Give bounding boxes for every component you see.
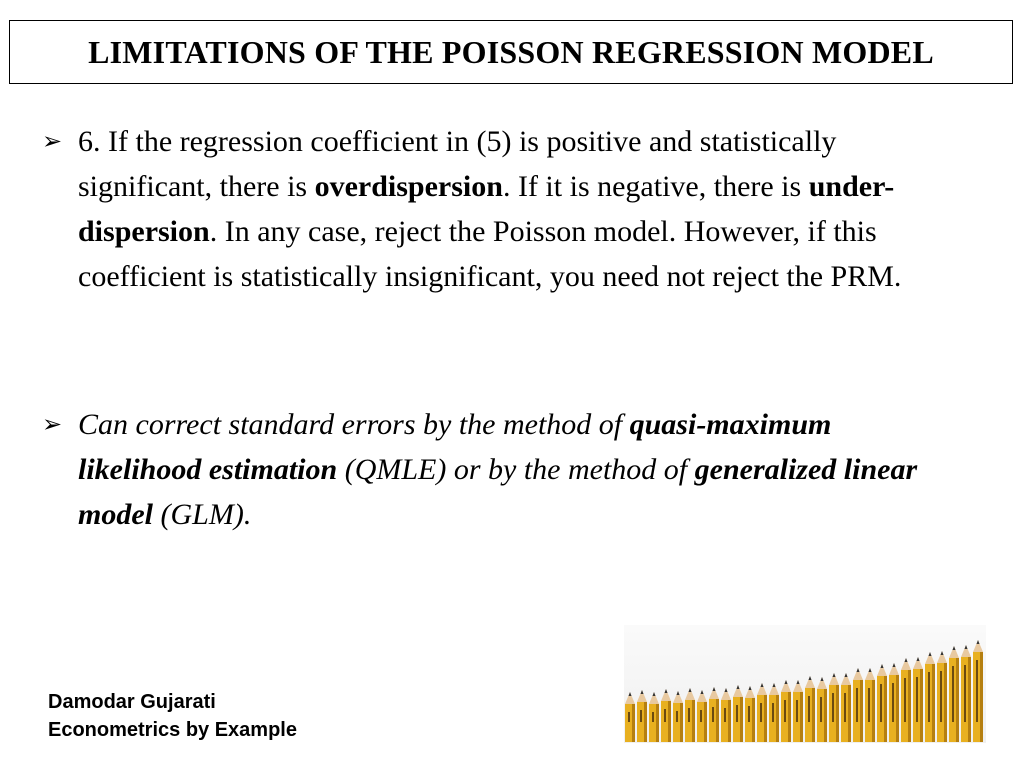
bullet-text-part: . In any case, reject the Poisson model. However, if this coefficient is statistically insignificant, you need not reject the PRM.	[78, 215, 902, 293]
pencil-icon	[769, 683, 779, 742]
pencil-icon	[757, 683, 767, 742]
slide-title: LIMITATIONS OF THE POISSON REGRESSION MODEL	[88, 33, 934, 70]
bullet-text-part: 6. If the regression coefficient in (5) is positive and statistically significant, there is	[78, 125, 837, 203]
term-qmle: quasi-maximum likelihood estimation	[78, 408, 832, 486]
pencil-icon	[973, 640, 983, 742]
arrow-bullet-icon: ➢	[42, 410, 63, 438]
term-under-dispersion: under-dispersion	[78, 170, 895, 248]
arrow-bullet-icon: ➢	[42, 127, 63, 155]
footer	[48, 688, 297, 744]
pencil-icon	[913, 657, 923, 742]
pencil-icon	[805, 676, 815, 742]
bullet-text-part: (GLM).	[153, 498, 252, 531]
pencil-icon	[937, 651, 947, 742]
pencil-icon	[661, 689, 671, 742]
term-overdispersion: overdispersion	[314, 170, 503, 203]
bullet-text	[78, 119, 962, 299]
pencils-decorative-image	[624, 625, 986, 743]
pencil-icon	[961, 645, 971, 742]
pencil-icon	[781, 680, 791, 742]
pencil-icon	[901, 658, 911, 742]
pencil-icon	[877, 664, 887, 742]
pencils-illustration	[624, 625, 986, 743]
pencil-icon	[625, 692, 635, 742]
pencil-icon	[673, 691, 683, 742]
footer-author: Damodar Gujarati	[48, 691, 216, 713]
pencil-icon	[697, 690, 707, 742]
term-glm: generalized linear model	[78, 453, 918, 531]
pencil-icon	[865, 668, 875, 742]
title-box	[9, 20, 1013, 84]
pencil-icon	[925, 652, 935, 742]
footer-book-title: Econometrics by Example	[48, 719, 297, 741]
pencil-icon	[685, 688, 695, 742]
bullet-text-part: . If it is negative, there is	[502, 170, 809, 203]
pencil-icon	[637, 690, 647, 742]
pencil-icon	[949, 646, 959, 742]
pencil-icon	[817, 677, 827, 742]
bullet-correction	[42, 402, 962, 537]
pencil-icon	[889, 663, 899, 742]
pencil-icon	[745, 686, 755, 742]
pencil-icon	[709, 687, 719, 742]
pencil-icon	[829, 673, 839, 742]
bullet-overdispersion	[42, 119, 962, 299]
pencil-icon	[649, 692, 659, 742]
pencil-icon	[853, 668, 863, 742]
bullet-text-part: Can correct standard errors by the method of	[78, 408, 630, 441]
pencil-icon	[721, 688, 731, 742]
bullet-text-part: (QMLE) or by the method of	[337, 453, 695, 486]
bullet-text	[78, 402, 962, 537]
pencil-icon	[793, 680, 803, 742]
pencil-icon	[733, 685, 743, 742]
pencil-icon	[841, 673, 851, 742]
